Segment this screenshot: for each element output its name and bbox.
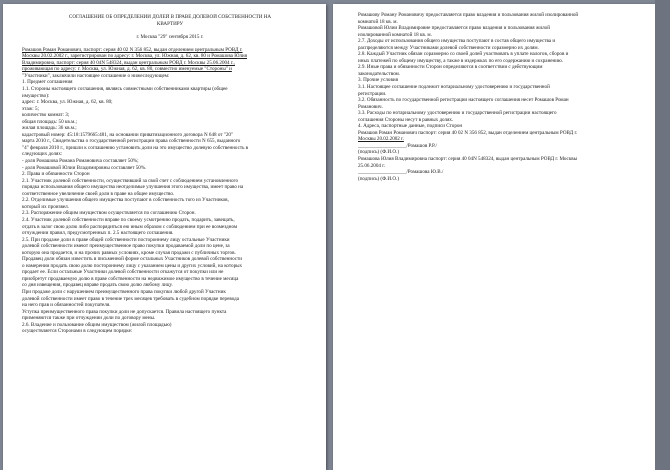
text-line: 2.8. Каждый Участник обязан соразмерно со своей долей участвовать в уплате налогов, сборов и	[358, 51, 569, 58]
text-line: применяются также при отчуждении доли по договору мены.	[22, 315, 156, 322]
text-line: 4. Адреса, паспортные данные, подписи Сторон	[358, 123, 463, 130]
text-line: КВАРТИРУ	[156, 20, 184, 27]
text-line: отдать в залог свою долю либо распорядиться ею иным образом с соблюдением при ее возмездном	[22, 223, 238, 230]
text-line: Ромашову Роману Романовичу предоставляется право владения и пользования жилой изолированной	[358, 12, 579, 18]
text-line: 3. Прочие условия	[358, 77, 398, 84]
text-line: осуществляется Сторонами в следующем порядке:	[22, 328, 133, 335]
text-line: жилая площадь: 36 кв.м.;	[22, 125, 77, 132]
text-line: 2.3. Распоряжение общим имуществом осуществляется по соглашению Сторон.	[22, 210, 196, 217]
text-line: СОГЛАШЕНИЕ ОБ ОПРЕДЕЛЕНИИ ДОЛЕЙ В ПРАВЕ ДОЛЕВОЙ СОБСТВЕННОСТИ НА	[68, 14, 272, 20]
text-line: 2. Права и обязанности Сторон	[22, 171, 90, 178]
text-line: количество комнат: 3;	[22, 112, 70, 119]
text-line: адрес: г. Москва, ул. Южная, д. 62, кв. 80;	[22, 99, 113, 106]
text-line: продает ее. Если остальные Участники долевой собственности откажутся от покупки или не	[22, 269, 224, 276]
text-line: 2.7. Доходы от использования общего имущества поступают в состав общего имущества и	[358, 38, 556, 45]
text-line: 3.2. Обязанность по государственной регистрации настоящего соглашения несет Ромашов Роман	[358, 97, 569, 104]
text-line: Ромашовой Юлии Владимировне предоставляется право владения и пользования жилой	[358, 25, 550, 32]
document-page-right	[333, 4, 655, 470]
text-line: 1.1. Стороны настоящего соглашения, являясь совместными собственниками квартиры (общее	[22, 86, 228, 93]
text-line: следующих долях:	[22, 151, 63, 158]
text-line: 1. Предмет соглашения	[22, 79, 73, 86]
text-line: 2.6. Владение и пользование общим имуществом (жилой площадью)	[22, 321, 172, 328]
text-line: Уступка преимущественного права покупки доли не допускается. Правила настоящего пункта	[22, 308, 227, 315]
text-line: "Участники", заключили настоящее соглашение о нижеследующем:	[22, 72, 170, 79]
text-line: распределяются между Участниками долевой собственности соразмерно их долям.	[358, 44, 539, 51]
text-line: Москвы 20.02.2002 г.	[358, 136, 404, 143]
text-line: законодательством.	[358, 70, 401, 77]
text-line: соглашения Стороны несут в равных долях.	[358, 116, 454, 123]
text-line: которую она продается, и на прочих равных условиях, кроме случая продажи с публичных торгов.	[22, 249, 236, 256]
text-line: на него прав и обязанностей покупателя.	[22, 302, 111, 309]
text-line: Продавец доли обязан известить в письменной форме остальных Участников долевой собственности	[22, 256, 242, 263]
text-line: Романович.	[358, 103, 383, 110]
text-line: Москвы 20.02.2002 г., зарегистрирован по адресу: г. Москва, ул. Южная, д. 62, кв. 80 и Ромашова Юлия	[22, 53, 247, 60]
text-line: 2.9. Иные права и обязанности Сторон определяются в соответствии с действующим	[358, 64, 543, 71]
text-line: этаж: 5;	[22, 105, 39, 112]
text-line: общая площадь: 50 кв.м.;	[22, 118, 77, 125]
text-line: кадастровый номер: 45:18:1579665:481, на основании приватизационного договора N 648 от "20"	[22, 131, 234, 138]
text-line: проживающая по адресу: г. Москва, ул. Южная, д. 62, кв. 80, совместно именуемые "Стороны" и	[22, 66, 232, 73]
text-line: имущество):	[22, 92, 50, 99]
viewer-side-strip	[655, 0, 670, 470]
text-line: Ромашова Юлия Владимировна паспорт: серия 40 04N 548324, выдан центральным РОВД г. Москвы	[358, 156, 578, 163]
text-line: 3.3. Расходы по нотариальному удостоверению и государственной регистрации настоящего	[358, 110, 557, 117]
text-line: ___________________/Ромашов Р.Р./	[358, 142, 437, 149]
text-line: 3.1. Настоящее соглашение подлежит нотариальному удостоверению и государственной	[358, 84, 550, 91]
text-line: 25.06.2004 г.	[358, 162, 385, 169]
text-line: марта 2010 г., Свидетельства о государственной регистрации права собственности N 655, выданного	[22, 138, 241, 145]
text-line: регистрации.	[358, 90, 387, 97]
text-line: изолированной комнатой 18 кв. м.	[358, 31, 432, 38]
agreement-text-right	[358, 12, 649, 182]
text-line: Ромашов Роман Романович паспорт: серия 40 02 N 356 852, выдан отделением центральным РОВД г.	[358, 129, 578, 136]
text-line: (подпись) (Ф.И.О.)	[358, 149, 400, 156]
text-line: (подпись) (Ф.И.О.)	[358, 175, 400, 182]
text-line: - доля Ромашова Романа Романовича составляет 50%;	[22, 158, 139, 165]
text-line: ___________________/Ромашова Ю.В./	[358, 169, 444, 176]
text-line: иных платежей по общему имуществу, а также в издержках по его содержанию и сохранению.	[358, 57, 564, 64]
document-page-left	[3, 4, 326, 470]
text-line: 2.5. При продаже доли в праве общей собственности постороннему лицу остальные Участники	[22, 236, 230, 243]
text-line: Владимировна, паспорт: серия 40 04N 548324, выдан центральным РОВД г. Москвы 25.06.2004 г.,	[22, 59, 235, 66]
text-line: 2.4. Участник долевой собственности вправе по своему усмотрению продать, подарить, завещать,	[22, 216, 235, 223]
text-line: долевой собственности имеют преимущественное право покупки продаваемой доли по цене, за	[22, 243, 230, 250]
text-line: который их произвел.	[22, 203, 69, 210]
text-line: - доля Ромашовой Юлии Владимировны составляет 50%.	[22, 164, 147, 171]
text-line: 2.1. Участник долевой собственности, осуществивший за свой счет с соблюдением установленного	[22, 177, 239, 184]
text-line: При продаже доли с нарушением преимущественного права покупки любой другой Участник	[22, 288, 226, 295]
text-line: отчуждении правил, предусмотренных п. 2.5 настоящего соглашения.	[22, 230, 174, 237]
text-line: Ромашов Роман Романович, паспорт: серия 40 02 N 356 852, выдан отделением центральным РОВД г.	[22, 46, 243, 53]
text-line: соответственное увеличение своей доли в праве на общее имущество.	[22, 190, 175, 197]
text-line: "4" февраля 2010 г., пришли к соглашению установить доли на это имущество долевую собственность в	[22, 144, 249, 151]
text-line: г. Москва "29" сентября 2015 г.	[136, 33, 204, 40]
agreement-text-left	[22, 14, 318, 335]
text-line: порядка использования общего имущества неотделимые улучшения этого имущества, имеет право на	[22, 184, 244, 191]
text-line: о намерении продать свою долю постороннему лицу с указанием цены и других условий, на которых	[22, 262, 243, 269]
text-line: 2.2. Отделимые улучшения общего имущества поступают в собственность того из Участников,	[22, 197, 229, 204]
text-line: долевой собственности имеет право в течение трех месяцев требовать в судебном порядке перевода	[22, 295, 239, 302]
text-line: приобретут продаваемую долю в праве собственности на недвижимое имущество в течение месяца	[22, 275, 239, 282]
text-line: комнатой 18 кв. м.	[358, 18, 398, 25]
text-line: со дня извещения, продавец вправе продать свою долю любому лицу.	[22, 282, 173, 289]
